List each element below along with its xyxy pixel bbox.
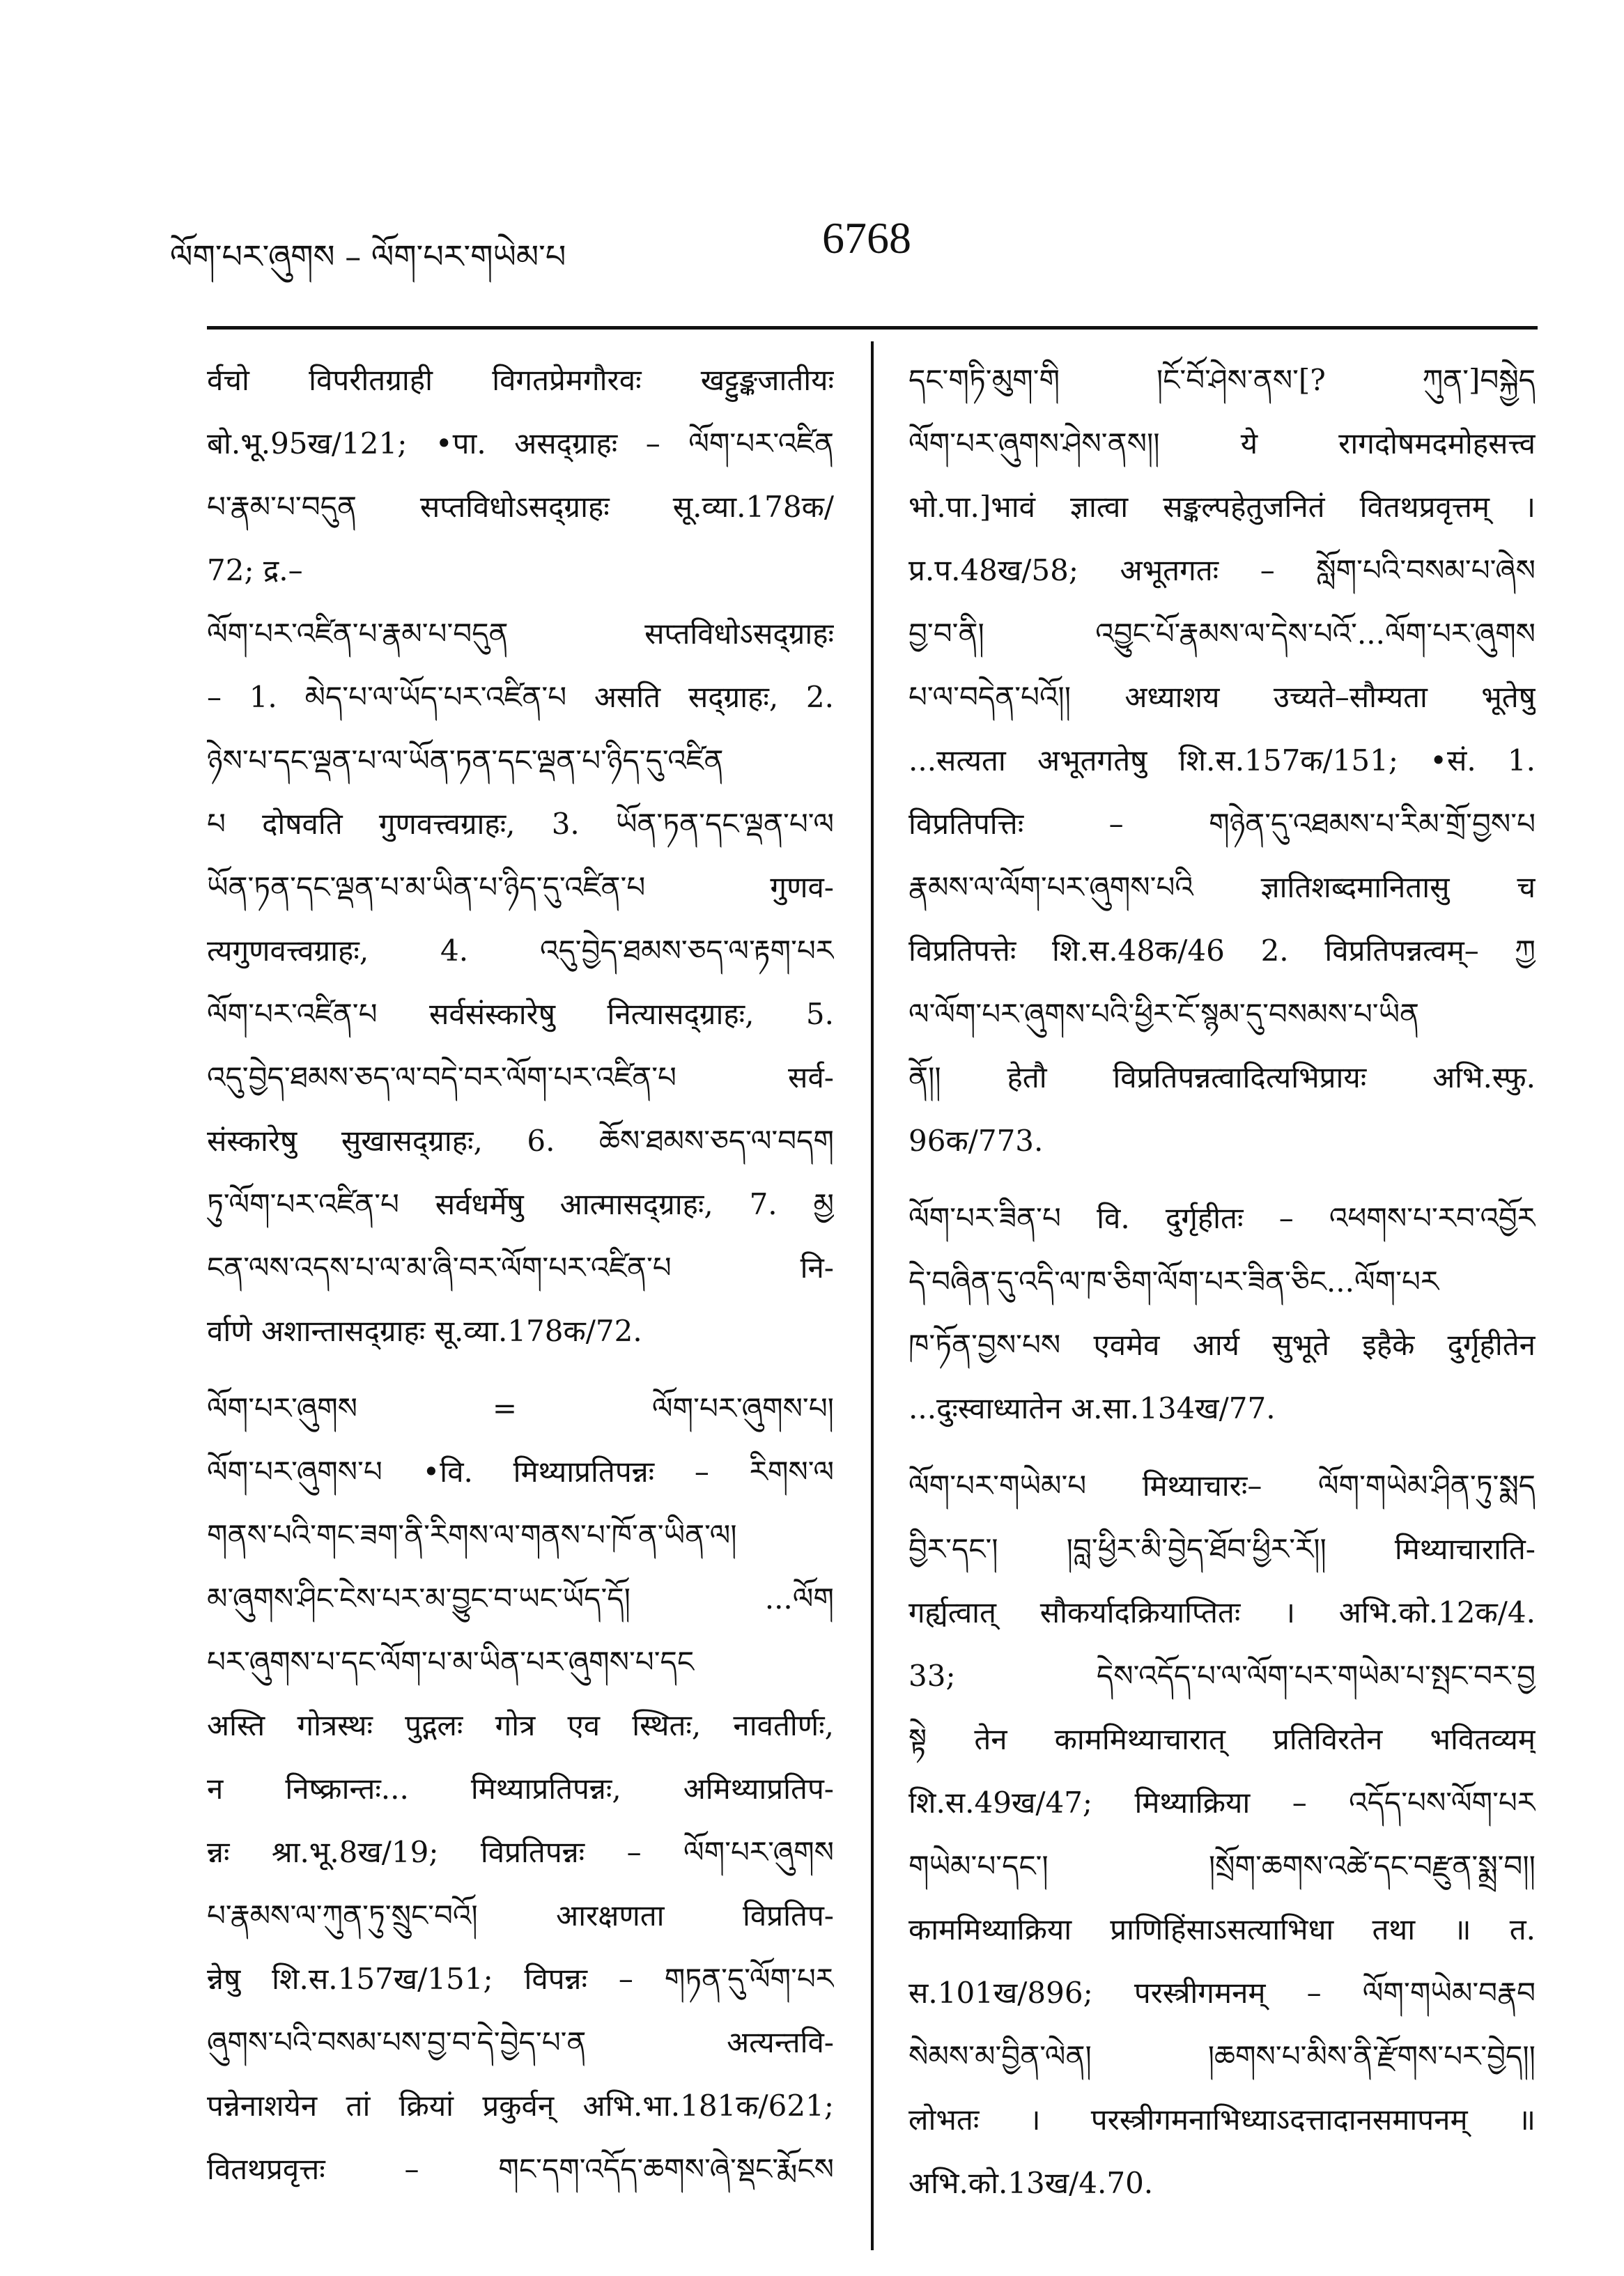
text-line: བྱ་བ་ནི། འབྱུང་པོ་རྣམས་ལ་དེས་པའོ་...ལོག་པར་ཞུགས [908,617,1536,651]
page-number: 6768 [822,213,911,263]
text-line: འདུ་བྱེད་ཐམས་ཅད་ལ་བདེ་བར་ལོག་པར་འཛིན་པ सर्व- [207,1060,834,1094]
right-column [908,348,1536,2215]
dictionary-entry [908,1454,1536,2215]
entry-continuation [908,348,1536,1172]
text-line: लोभतः । परस्त्रीगमनाभिध्याऽदत्तादानसमापनम् ॥ [908,2103,1536,2137]
text-line: संस्कारेषु सुखासद्ग्राहः, 6. ཆོས་ཐམས་ཅད་ལ་བདག [207,1124,834,1158]
text-line: ཏུ་ལོག་པར་འཛིན་པ सर्वधर्मेषु आत्मासद्ग्राहः, 7. མྱ [207,1187,834,1221]
text-line: र्वाणे अशान्तासद्ग्राहः सू.व्या.178क/72. [207,1314,642,1348]
text-line: पन्नेनाशयेन तां क्रियां प्रकुर्वन् अभि.भा.181क/621; [207,2089,834,2123]
cross-reference-entry [207,1377,834,1440]
text-line: ལོག་པར་ཞུགས་པ •वि. मिथ्याप्रतिपन्नः – རིགས་ལ [207,1455,834,1489]
cross-ref-target: ལོག་པར་ཞུགས་པ། [651,1391,834,1425]
headword: ལོག་པར་ཞུགས [207,1391,358,1425]
text-line: ཁ་ཏོན་བྱས་པས एवमेव आर्य सुभूते इहैके दुर्गृहीतेन [908,1328,1536,1362]
text-line: बो.भू.95ख/121; •पा. असद्ग्राहः – ལོག་པར་འཛིན [207,426,834,460]
text-line: བྱིར་དང་། །བླ་ཕྱིར་མི་བྱེད་ཐོབ་ཕྱིར་རོ།། मिथ्याचाराति- [908,1532,1536,1566]
text-line: གཡེམ་པ་དང་། །སྲོག་ཆགས་འཚེ་དང་བརྫུན་སྨྲ་བ།། [908,1849,1536,1883]
text-line: न निष्क्रान्तः... मिथ्याप्रतिपन्नः, अमिथ्याप्रतिप- [207,1772,834,1806]
text-line: ལོག་པར་འཛིན་པ་རྣམ་པ་བདུན सप्तविधोऽसद्ग्राहः [207,617,834,651]
text-line: ཡོན་ཏན་དང་ལྡན་པ་མ་ཡིན་པ་ཉིད་དུ་འཛིན་པ गुणव- [207,870,834,904]
text-line: ཉེས་པ་དང་ལྡན་པ་ལ་ཡོན་ཏན་དང་ལྡན་པ་ཉིད་དུ་འཛིན [207,743,724,777]
column-divider [871,341,874,2250]
text-line: र्वचो विपरीतग्राही विगतप्रेमगौरवः खट्टुङ्कजातीयः [207,363,834,397]
dictionary-entry [207,1440,834,2201]
text-line: ངན་ལས་འདས་པ་ལ་མ་ཞི་བར་ལོག་པར་འཛིན་པ नि- [207,1251,834,1285]
text-line: न्नेषु शि.स.157ख/151; विपन्नः – གཏན་དུ་ལོག་པར [207,1962,834,1996]
text-line: 96क/773. [908,1124,1044,1158]
text-line: ...दुःस्वाध्यातेन अ.सा.134ख/77. [908,1391,1276,1425]
text-line: པ་རྣམ་པ་བདུན सप्तविधोऽसद्ग्राहः सू.व्या.178क/ [207,490,834,524]
text-line: ལོག་པར་འཛིན་པ सर्वसंस्कारेषु नित्यासद्ग्राहः, 5. [207,997,834,1031]
text-line: अस्ति गोत्रस्थः पुद्गलः गोत्र एव स्थितः, नावतीर्णः, [207,1708,834,1742]
text-line: ལོག་པར་ཞུགས་ཤེས་ནས།། ये रागदोषमदमोहसत्त्व [908,426,1536,460]
text-line: स.101ख/896; परस्त्रीगमनम् – ལོག་གཡེམ་བརྣབ [908,1976,1536,2010]
text-line: त्यगुणवत्त्वग्राहः, 4. འདུ་བྱེད་ཐམས་ཅད་ལ་རྟག་པར [207,934,834,968]
text-line: 72; द्र.– [207,553,303,587]
text-line: – 1. མེད་པ་ལ་ཡོད་པར་འཛིན་པ असति सद्ग्राहः, 2. [207,680,834,714]
text-line: སེམས་མ་བྱིན་ལེན། །ཆགས་པ་མིས་ནི་རྫོགས་པར་བྱེད།། [908,2039,1536,2073]
text-line: སྟེ तेन काममिथ्याचारात् प्रतिविरतेन भवितव्यम् [908,1722,1536,1756]
text-line: शि.स.49ख/47; मिथ्याक्रिया – འདོད་པས་ལོག་པར [908,1786,1536,1820]
text-line: པར་ཞུགས་པ་དང་ལོག་པ་མ་ཡིན་པར་ཞུགས་པ་དང [207,1645,695,1679]
text-line: गर्ह्यत्वात् सौकर्यादक्रियाप्तितः । अभि.को.12क/4. [908,1595,1536,1629]
dictionary-entry [908,1186,1536,1440]
text-line: པ་ལ་བདེན་པའོ།། अध्याशय उच्यते–सौम्यता भूतेषु [908,680,1536,714]
text-line: वितथप्रवृत्तः – གང་དག་འདོད་ཆགས་ཞེ་སྡང་རྨོངས [207,2152,834,2186]
header-rule [207,326,1538,330]
text-line: པ दोषवति गुणवत्त्वग्राहः, 3. ཡོན་ཏན་དང་ལྡན་པ་ལ [207,807,834,841]
text-line: भो.पा.]भावं ज्ञात्वा सङ्कल्पहेतुजनितं वितथप्रवृत्तम् । [908,490,1536,524]
left-column [207,348,834,2201]
text-line: काममिथ्याक्रिया प्राणिहिंसाऽसत्याभिधा तथा ॥ त. [908,1912,1536,1946]
text-line: དང་གཏི་མུག་གི །ངོ་བོ་ཤེས་ནས་[? ཀུན་]བསྐྱེད [908,363,1536,397]
text-line: པ་རྣམས་ལ་ཀུན་ཏུ་སྲུང་བའོ། आरक्षणता विप्रतिप- [207,1898,834,1933]
equals-sign: = [492,1391,518,1425]
running-header-title: ལོག་པར་ཞུགས – ལོག་པར་གཡེམ་པ [170,238,566,275]
text-line: རྣམས་ལ་ལོག་པར་ཞུགས་པའི ज्ञातिशब्दमानितासु च [908,870,1536,904]
text-line: ནོ།། हेतौ विप्रतिपन्नत्वादित्यभिप्रायः अभि.स्फु. [908,1060,1536,1094]
text-line: अभि.को.13ख/4.70. [908,2166,1154,2200]
entry-continuation [207,348,834,1363]
text-line: ཞུགས་པའི་བསམ་པས་བྱ་བ་དེ་བྱེད་པ་ན अत्यन्तवि- [207,2025,834,2059]
text-line: མ་ཞུགས་ཤིང་ངེས་པར་མ་བྱུང་བ་ཡང་ཡོད་དོ། ...ལོག [207,1581,834,1616]
text-line: 33; དེས་འདོད་པ་ལ་ལོག་པར་གཡེམ་པ་སྤང་བར་བྱ [908,1659,1536,1693]
text-line: ལ་ལོག་པར་ཞུགས་པའི་ཕྱིར་ངོ་སྙམ་དུ་བསམས་པ་ཡིན [908,997,1420,1031]
text-line: प्र.प.48ख/58; अभूतगतः – སློག་པའི་བསམ་པ་ཞེས [908,553,1536,587]
text-line: ལོག་པར་ཟིན་པ वि. दुर्गृहीतः – འཕགས་པ་རབ་འབྱོར [908,1201,1536,1235]
text-line: དེ་བཞིན་དུ་འདི་ལ་ཁ་ཅིག་ལོག་པར་ཟིན་ཅིང...ལོག་པར [908,1264,1439,1299]
text-line: ...सत्यता अभूतगतेषु शि.स.157क/151; •सं. 1. [908,743,1536,777]
text-line: विप्रतिपत्तेः शि.स.48क/46 2. विप्रतिपन्नत्वम्– ཀྱ [908,934,1536,968]
text-line: विप्रतिपत्तिः – གཉེན་དུ་འཐམས་པ་རིམ་གྲོ་བྱས་པ [908,807,1536,841]
text-line: न्नः श्रा.भू.8ख/19; विप्रतिपन्नः – ལོག་པར་ཞུགས [207,1835,834,1869]
text-line: ལོག་པར་གཡེམ་པ मिथ्याचारः– ལོག་གཡེམ་ཤིན་ཏུ་སྨད [908,1469,1536,1503]
text-line: གནས་པའི་གང་ཟག་ནི་རིགས་ལ་གནས་པ་ཁོ་ན་ཡིན་ལ། [207,1518,737,1552]
